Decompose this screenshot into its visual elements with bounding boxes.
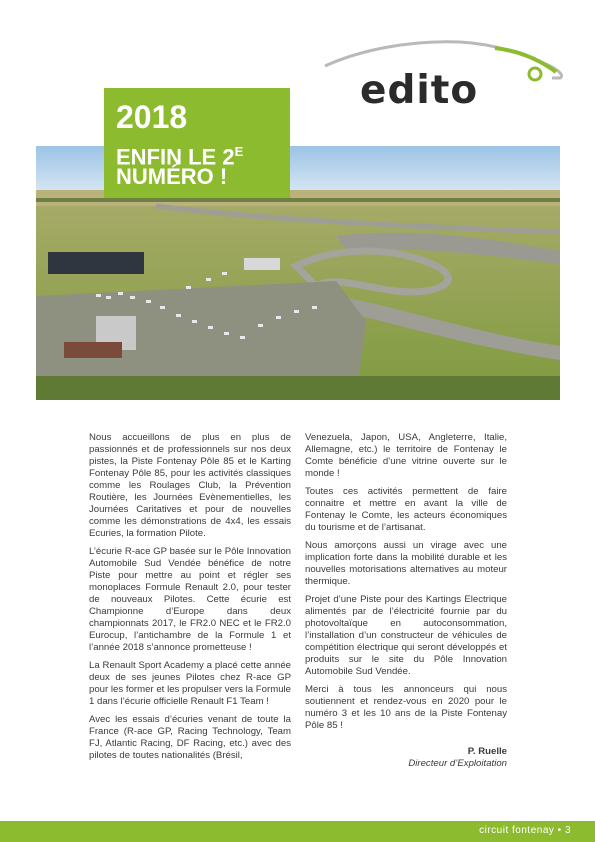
title-superscript: E: [234, 144, 244, 159]
footer-page-label: circuit fontenay • 3: [479, 825, 571, 836]
signature-name: P. Ruelle: [467, 746, 507, 757]
paragraph: Venezuela, Japon, USA, Angleterre, Italie, Allemagne, etc.) le territoire de Fontenay le Comte bénéficie d’une vitrine ouverte sur le monde !: [305, 432, 507, 479]
title-box: [104, 88, 290, 198]
edito-logo-text: edito: [360, 68, 479, 113]
paragraph: La Renault Sport Academy a placé cette année deux de ses jeunes Pilotes chez R-ace GP pour les former et les propulser vers la Formule 1 dans l’écurie officielle Renault F1 Team !: [89, 660, 291, 707]
footer-bar: [0, 821, 595, 842]
paragraph: Nous accueillons de plus en plus de passionnés et de professionnels sur nos deux pistes, la Piste Fontenay Pôle 85 et le Karting Fontenay Pôle 85, pour les activités classiques comme les Roulages Club, la Prévention Routière, les Journées Evènementielles, les Journées Caritatives et pour de nouvelles comme les démonstrations de 4x4, les essais Ecuries, la formation Pilote.: [89, 432, 291, 539]
title-year: 2018: [116, 99, 188, 135]
paragraph: Toutes ces activités permettent de faire connaitre et mettre en avant la ville de Fontenay le Comte, les acteurs économiques du tourisme et de l’artisanat.: [305, 486, 507, 533]
left-column: [89, 432, 291, 768]
right-column: [305, 432, 507, 770]
paragraph: Nous amorçons aussi un virage avec une implication forte dans la mobilité durable et les nouvelles motorisations alternatives au moteur thermique.: [305, 540, 507, 587]
signature-title: Directeur d’Exploitation: [408, 758, 507, 769]
paragraph: Avec les essais d’écuries venant de toute la France (R-ace GP, Racing Technology, Team FJ, Atlantic Racing, DF Racing, etc.) avec des pilotes de toutes nationalités (Brésil,: [89, 714, 291, 761]
title-line3: NUMÉRO !: [116, 164, 228, 189]
paragraph: L’écurie R-ace GP basée sur le Pôle Innovation Automobile Sud Vendée bénéfice de notre Piste pour mettre au point et régler ses monoplaces Formule Renault 2.0, pour tester de nouveaux Pilotes. Cette écurie est Championne d’Europe dans deux championnats 2017, le FR2.0 NEC et le FR2.0 Eurocup, l’antichambre de la Formule 1 et l’année 2018 s’annonce prometteuse !: [89, 546, 291, 653]
paragraph: Projet d’une Piste pour des Kartings Electrique alimentés par de l’électricité fournie par du photovoltaïque en autoconsommation, l’installation d’un constructeur de véhicules de compétition électrique qui seront développés et produits sur le site du Pôle Innovation Automobile Sud Vendée.: [305, 594, 507, 677]
title-line2-text: ENFIN LE 2: [116, 144, 235, 170]
paragraph: Merci à tous les annonceurs qui nous soutiennent et rendez-vous en 2020 pour le numéro 3 et les 10 ans de la Piste Fontenay Pôle 85 !: [305, 684, 507, 731]
